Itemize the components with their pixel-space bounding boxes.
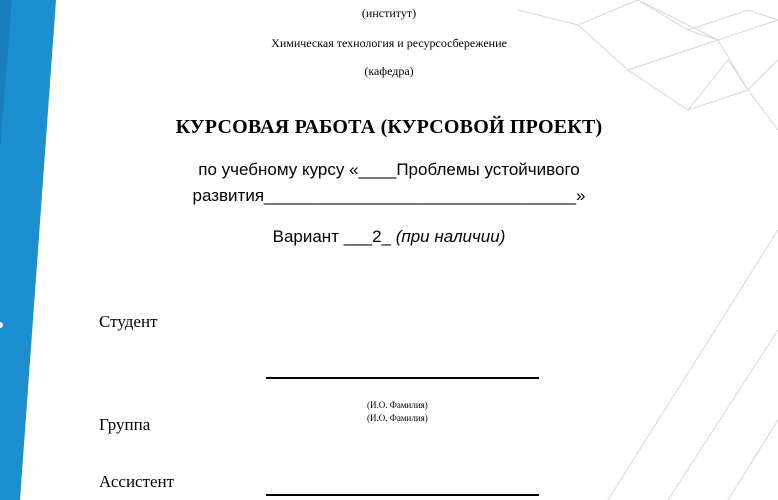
institute-caption: (институт) (361, 6, 417, 20)
department-caption: (кафедра) (364, 64, 414, 78)
group-caption: (И.О. Фамилия) (367, 413, 428, 423)
student-label: Студент (99, 312, 158, 331)
assistant-label: Ассистент (99, 472, 175, 491)
course-line-2: развития_________________________________» (192, 186, 586, 205)
variant-line (0, 227, 778, 247)
document-title: КУРСОВАЯ РАБОТА (КУРСОВОЙ ПРОЕКТ) (175, 116, 603, 138)
assistant-signature-line (266, 494, 539, 496)
student-signature-line (266, 377, 539, 379)
department-name: Химическая технология и ресурсосбережение (271, 36, 507, 50)
variant-text: Вариант ___2_ (272, 227, 396, 246)
student-caption: (И.О. Фамилия) (367, 400, 428, 410)
group-label: Группа (99, 415, 151, 434)
variant-note: (при наличии) (395, 227, 506, 246)
course-line-1: по учебному курсу «____Проблемы устойчивого (198, 160, 580, 179)
